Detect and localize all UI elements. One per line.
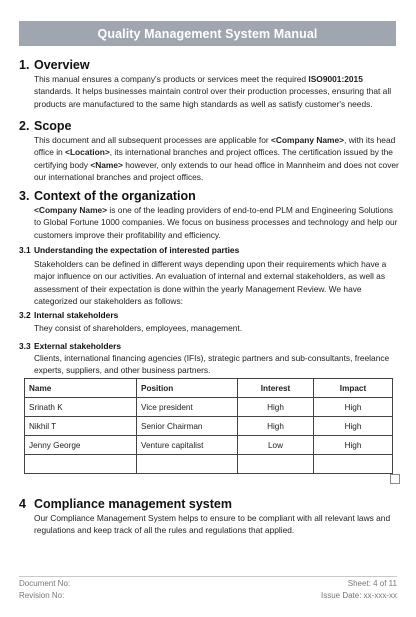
cell-impact: High xyxy=(314,398,393,417)
section-heading-context xyxy=(19,189,196,203)
cell-name: Jenny George xyxy=(25,436,137,455)
section-title: Context of the organization xyxy=(34,189,196,203)
company-placeholder: <Company Name> xyxy=(34,205,108,215)
footer-issue-date: Issue Date: xx-xxx-xx xyxy=(320,591,397,600)
section-heading-scope xyxy=(19,119,72,133)
subsection-3-2-paragraph: They consist of shareholders, employees, management. xyxy=(34,323,243,333)
text-run: , its international branches and project offices. The certification issued by the certifying body xyxy=(34,147,393,170)
subsection-number: 3.2 xyxy=(19,310,31,320)
cell-interest xyxy=(238,455,314,474)
section-title: Compliance management system xyxy=(34,497,232,511)
footer-sheet: Sheet: 4 of 11 xyxy=(347,579,397,588)
text-run: This document and all subsequent processes are applicable for xyxy=(34,135,271,145)
column-header-name: Name xyxy=(25,379,137,398)
company-placeholder: <Company Name> xyxy=(270,135,345,145)
cell-interest: High xyxy=(238,417,314,436)
cell-position: Vice president xyxy=(137,398,238,417)
table-row xyxy=(25,417,393,436)
footer-divider xyxy=(19,576,397,577)
section-title: Scope xyxy=(34,119,72,133)
column-header-position: Position xyxy=(137,379,238,398)
subsection-number: 3.3 xyxy=(19,341,31,351)
text-run: however, only extends to our head office in Mannheim and does not cover our international branches and project offices. xyxy=(34,159,399,182)
section-number: 3. xyxy=(19,189,30,203)
scope-paragraph xyxy=(34,134,400,183)
section-heading-overview xyxy=(19,58,90,72)
context-paragraph xyxy=(34,204,400,241)
cell-interest: Low xyxy=(238,436,314,455)
footer-document-no: Document No: xyxy=(19,579,71,588)
column-header-interest: Interest xyxy=(238,379,314,398)
cell-interest: High xyxy=(238,398,314,417)
compliance-paragraph: Our Compliance Management System helps to ensure to be compliant with all relevant laws and regulations and keep track of all the rules and regulations that applied. xyxy=(34,513,391,536)
text-run: is one of the leading providers of end-to-end PLM and Engineering Solutions to Global Fortune 1000 companies. We focus on business processes and technology and help our customers improve their profitability and efficiency. xyxy=(34,205,398,240)
subsection-3-3-paragraph: Clients, international financing agencies (IFIs), strategic partners and sub-consultants, freelance experts, suppliers, and other business partners. xyxy=(34,353,390,376)
text-run: This manual ensures a company's products or services meet the required xyxy=(34,74,309,84)
cell-impact xyxy=(314,455,393,474)
text-run: , with its head office in xyxy=(34,135,396,158)
cell-name: Nikhil T xyxy=(25,417,137,436)
table-row xyxy=(25,398,393,417)
subsection-heading-3-2 xyxy=(19,310,118,320)
cell-position: Venture capitalist xyxy=(137,436,238,455)
location-placeholder: <Location> xyxy=(65,147,110,158)
overview-paragraph xyxy=(34,73,400,110)
subsection-heading-3-1 xyxy=(19,245,239,255)
cell-impact: High xyxy=(314,436,393,455)
section-title: Overview xyxy=(34,58,90,72)
cell-name: Srinath K xyxy=(25,398,137,417)
cell-position xyxy=(137,455,238,474)
text-run: standards. It helps businesses maintain control over their production processes, ensuring that all products are manufactured to the same high standards as well as satisfy customer's needs. xyxy=(34,86,392,109)
table-header-row xyxy=(25,379,393,398)
subsection-title: Understanding the expectation of interested parties xyxy=(34,245,240,255)
section-number: 1. xyxy=(19,58,30,72)
document-title: Quality Management System Manual xyxy=(19,21,396,46)
stakeholder-table xyxy=(24,378,393,474)
subsection-heading-3-3 xyxy=(19,341,121,351)
standard-name: ISO9001:2015 xyxy=(308,74,363,84)
table-row xyxy=(25,455,393,474)
subsection-title: External stakeholders xyxy=(34,341,122,351)
subsection-title: Internal stakeholders xyxy=(34,310,119,320)
cell-impact: High xyxy=(314,417,393,436)
cell-name xyxy=(25,455,137,474)
table-resize-handle[interactable] xyxy=(390,474,400,484)
section-heading-compliance xyxy=(19,497,232,511)
column-header-impact: Impact xyxy=(314,379,393,398)
section-number: 4 xyxy=(19,497,26,511)
section-number: 2. xyxy=(19,119,30,133)
cell-position: Senior Chairman xyxy=(137,417,238,436)
name-placeholder: <Name> xyxy=(90,159,123,170)
subsection-3-1-paragraph: Stakeholders can be defined in different ways depending upon their requirements which have a major influence on our activities. An evaluation of internal and external stakeholders, as well as assessment of their expectation is done within the yearly Management Review. We have categorized our stakeholders as follows: xyxy=(34,259,387,306)
table-row xyxy=(25,436,393,455)
footer-revision-no: Revision No: xyxy=(19,591,65,600)
subsection-number: 3.1 xyxy=(19,245,31,255)
